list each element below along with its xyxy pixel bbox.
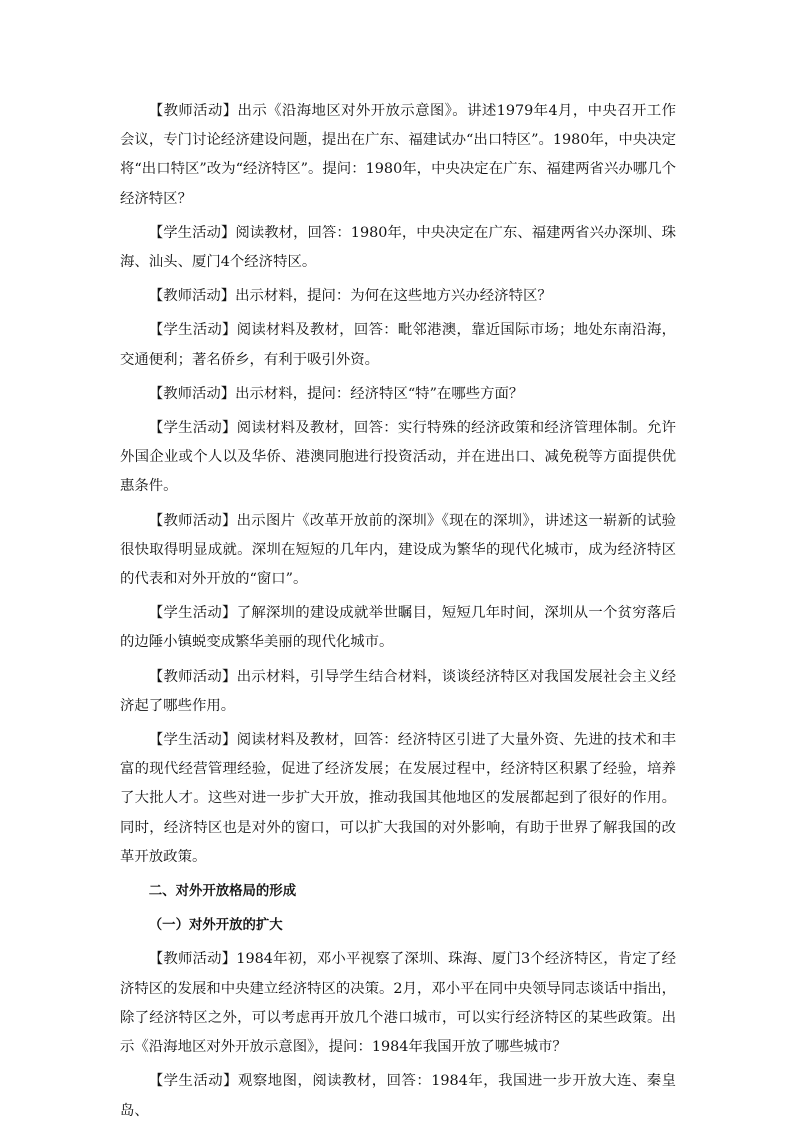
paragraph: 【教师活动】出示《沿海地区对外开放示意图》。讲述1979年4月，中央召开工作会议，专门讨论经济建设问题，提出在广东、福建试办“出口特区”。1980年，中央决定将“出口特区”改为“经济特区”。提问：1980年，中央决定在广东、福建两省兴办哪几个经济特区？ [120, 103, 676, 207]
paragraph: 【教师活动】1984年初，邓小平视察了深圳、珠海、厦门3个经济特区，肯定了经济特区的发展和中央建立经济特区的决策。2月，邓小平在同中央领导同志谈话中指出，除了经济特区之外，可以考虑再开放几个港口城市，可以实行经济特区的某些政策。出示《沿海地区对外开放示意图》，提问：1984年我国开放了哪些城市？ [120, 951, 677, 1056]
paragraph: 【学生活动】阅读教材，回答：1980年，中央决定在广东、福建两省兴办深圳、珠海、汕头、厦门4个经济特区。 [120, 224, 676, 271]
paragraph: 【学生活动】观察地图，阅读教材，回答：1984年，我国进一步开放大连、秦皇岛、 [120, 1073, 676, 1119]
subsection-heading: （一）对外开放的扩大 [148, 918, 283, 934]
document-body [120, 97, 676, 1131]
section-heading: 二、对外开放格局的形成 [148, 884, 297, 900]
paragraph: 【教师活动】出示图片《改革开放前的深圳》《现在的深圳》，讲述这一崭新的试验很快取得明显成就。深圳在短短的几年内，建设成为繁华的现代化城市，成为经济特区的代表和对外开放的“窗口”。 [120, 512, 676, 588]
paragraph: 【学生活动】阅读材料及教材，回答：实行特殊的经济政策和经济管理体制。允许外国企业或个人以及华侨、港澳同胞进行投资活动，并在进出口、减免税等方面提供优惠条件。 [120, 420, 676, 495]
paragraph: 【学生活动】了解深圳的建设成就举世瞩目，短短几年时间，深圳从一个贫穷落后的边陲小镇蜕变成繁华美丽的现代化城市。 [120, 605, 676, 651]
paragraph: 【教师活动】出示材料，提问：经济特区“特”在哪些方面？ [148, 385, 524, 402]
paragraph: 【教师活动】出示材料，引导学生结合材料，谈谈经济特区对我国发展社会主义经济起了哪些作用。 [120, 668, 676, 714]
paragraph: 【学生活动】阅读材料及教材，回答：经济特区引进了大量外资、先进的技术和丰富的现代经营管理经验，促进了经济发展；在发展过程中，经济特区积累了经验，培养了大批人才。这些对进一步扩大开放，推动我国其他地区的发展都起到了很好的作用。同时，经济特区也是对外的窗口，可以扩大我国的对外影响，有助于世界了解我国的改革开放政策。 [120, 732, 676, 865]
paragraph: 【学生活动】阅读材料及教材，回答：毗邻港澳，靠近国际市场；地处东南沿海，交通便利；著名侨乡，有利于吸引外资。 [120, 322, 676, 368]
paragraph: 【教师活动】出示材料，提问：为何在这些地方兴办经济特区？ [148, 288, 552, 305]
